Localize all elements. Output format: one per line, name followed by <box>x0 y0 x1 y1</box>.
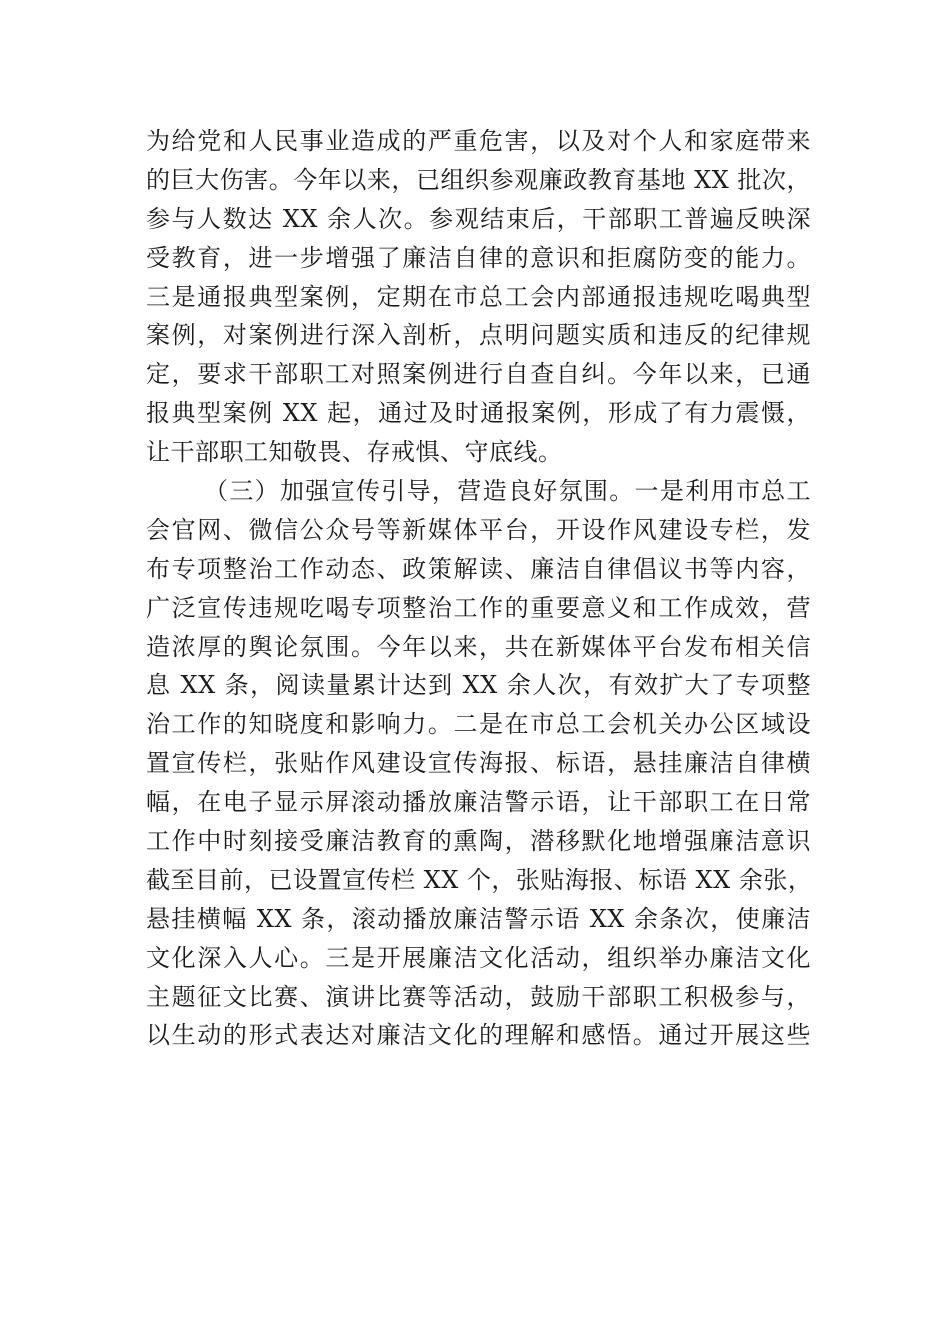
text-line: 三是通报典型案例，定期在市总工会内部通报违规吃喝典型 <box>146 282 811 311</box>
text-line: 为给党和人民事业造成的严重危害，以及对个人和家庭带来 <box>146 127 811 155</box>
text-line: 受教育，进一步增强了廉洁自律的意识和拒腐防变的能力。 <box>146 243 811 272</box>
body-text <box>146 122 811 1055</box>
text-line: 悬挂横幅 XX 条，滚动播放廉洁警示语 XX 余条次，使廉洁 <box>146 904 811 933</box>
text-line: 幅，在电子显示屏滚动播放廉洁警示语，让干部职工在日常 <box>146 788 811 817</box>
text-line: 定，要求干部职工对照案例进行自查自纠。今年以来，已通 <box>146 360 811 389</box>
text-line: 工作中时刻接受廉洁教育的熏陶，潜移默化地增强廉洁意识 <box>146 827 811 856</box>
text-line: 报典型案例 XX 起，通过及时通报案例，形成了有力震慑， <box>146 399 811 428</box>
text-line: 广泛宣传违规吃喝专项整治工作的重要意义和工作成效，营 <box>146 593 811 622</box>
text-line: 截至目前，已设置宣传栏 XX 个，张贴海报、标语 XX 余张， <box>146 865 813 894</box>
section-heading-line: （三）加强宣传引导，营造良好氛围。一是利用市总工 <box>204 477 811 506</box>
text-line: 的巨大伤害。今年以来，已组织参观廉政教育基地 XX 批次， <box>146 165 811 194</box>
text-line: 会官网、微信公众号等新媒体平台，开设作风建设专栏，发 <box>146 515 811 544</box>
text-line: 布专项整治工作动态、政策解读、廉洁自律倡议书等内容， <box>146 554 811 583</box>
text-line: 置宣传栏，张贴作风建设宣传海报、标语，悬挂廉洁自律横 <box>146 749 811 778</box>
text-line: 案例，对案例进行深入剖析，点明问题实质和违反的纪律规 <box>146 321 811 350</box>
text-line: 参与人数达 XX 余人次。参观结束后，干部职工普遍反映深 <box>146 204 811 233</box>
text-line: 文化深入人心。三是开展廉洁文化活动，组织举办廉洁文化 <box>146 943 811 972</box>
text-line: 主题征文比赛、演讲比赛等活动，鼓励干部职工积极参与， <box>146 982 811 1011</box>
text-line: 息 XX 条，阅读量累计达到 XX 余人次，有效扩大了专项整 <box>146 671 811 700</box>
text-line: 让干部职工知敬畏、存戒惧、守底线。 <box>146 438 563 467</box>
text-line: 造浓厚的舆论氛围。今年以来，共在新媒体平台发布相关信 <box>146 632 811 661</box>
text-line: 以生动的形式表达对廉洁文化的理解和感悟。通过开展这些 <box>146 1021 811 1050</box>
text-line: 治工作的知晓度和影响力。二是在市总工会机关办公区域设 <box>146 710 811 739</box>
